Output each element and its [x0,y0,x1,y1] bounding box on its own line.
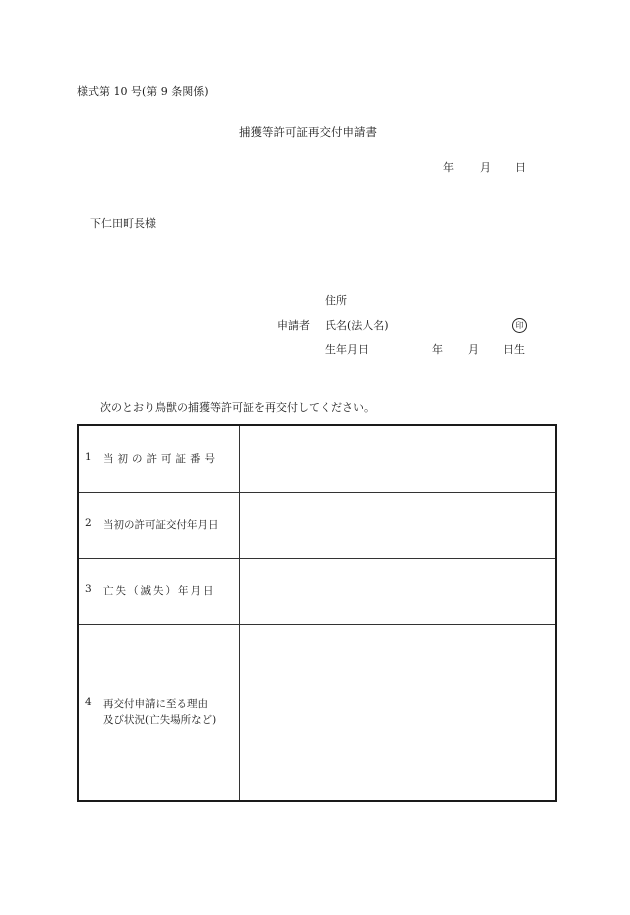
form-number: 様式第 10 号(第 9 条関係) [77,85,209,98]
document-title: 捕獲等許可証再交付申請書 [239,125,377,139]
row-label: 当初の許可証交付年月日 [103,519,219,531]
row-number: 2 [85,517,92,529]
loss-date-field[interactable] [240,558,557,624]
name-label: 氏名(法人名) [325,319,389,332]
row-label: 亡失（滅失）年月日 [103,585,216,597]
row-label: 当初の許可証番号 [103,452,219,465]
table-row [78,624,556,801]
birth-day: 日生 [503,343,525,356]
birth-date-label: 生年月日 [325,343,369,356]
birth-month: 月 [468,343,479,356]
table-row [78,558,556,624]
seal-mark: 印 [512,318,527,333]
applicant-label: 申請者 [277,319,310,332]
row-label-cell [78,425,240,492]
birth-year: 年 [432,343,443,356]
table-row [78,492,556,558]
row-label-line-1: 再交付申請に至る理由 [103,698,208,711]
addressee: 下仁田町長様 [90,217,156,230]
row-label-cell [78,492,240,558]
original-issue-date-field[interactable] [240,492,557,558]
date-year: 年 [443,161,454,174]
table-row [78,425,556,492]
application-table [77,424,557,802]
date-day: 日 [515,161,526,174]
original-permit-number-field[interactable] [240,425,557,492]
row-number: 3 [85,583,92,595]
row-number: 4 [85,696,92,709]
reissue-reason-field[interactable] [240,624,557,801]
row-label-line-2: 及び状況(亡失場所など) [103,714,217,727]
address-label: 住所 [325,294,347,307]
row-number: 1 [85,450,92,463]
row-label-cell [78,558,240,624]
intro-text: 次のとおり鳥獣の捕獲等許可証を再交付してください。 [100,401,375,414]
row-label-cell [78,624,240,801]
date-month: 月 [480,161,491,174]
